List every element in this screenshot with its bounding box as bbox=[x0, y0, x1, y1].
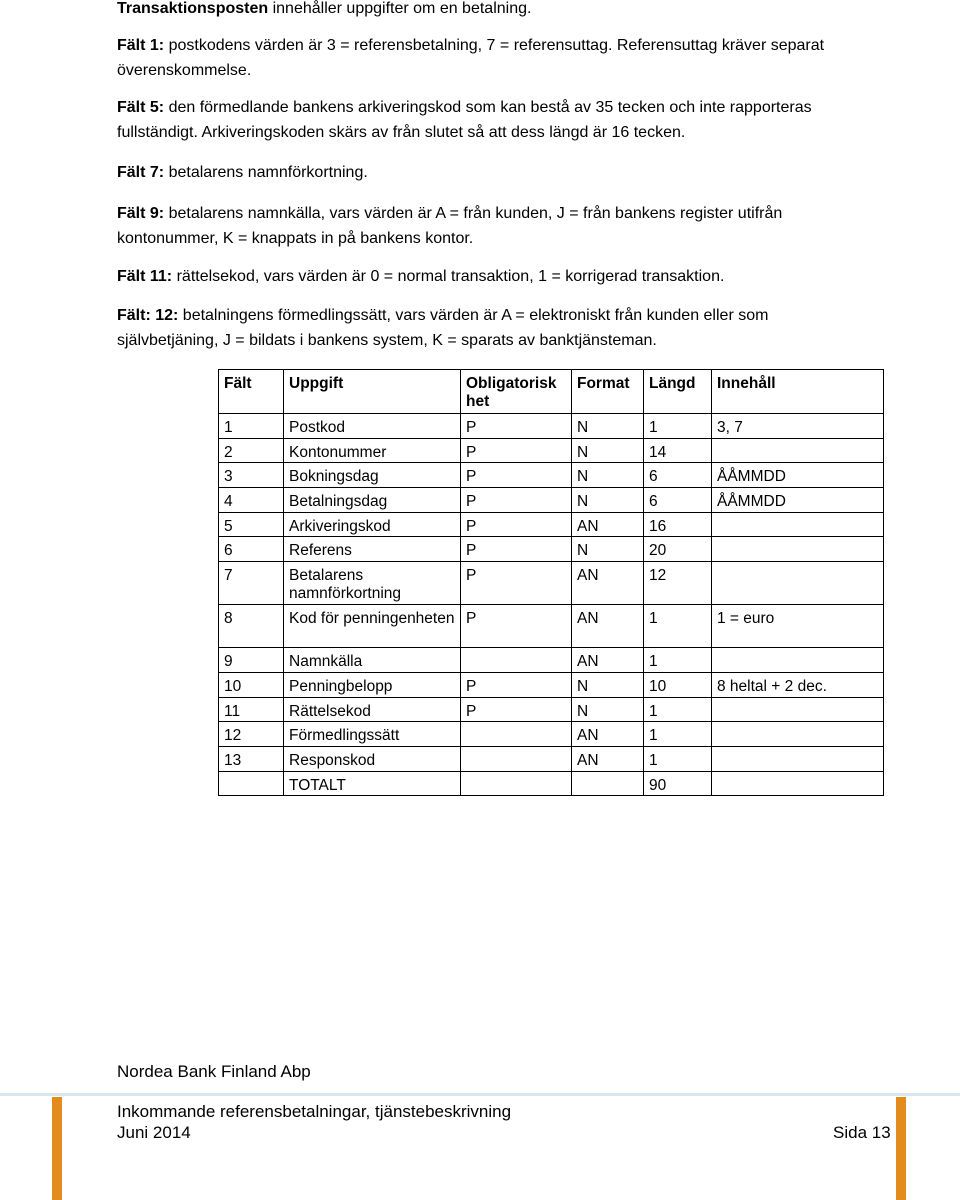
field-11-description bbox=[117, 265, 857, 290]
table-row bbox=[219, 414, 884, 439]
cell-obligatorisk: P bbox=[461, 438, 572, 463]
cell-format: AN bbox=[572, 746, 644, 771]
cell-format: AN bbox=[572, 605, 644, 648]
cell-innehall bbox=[712, 562, 884, 605]
cell-innehall bbox=[712, 722, 884, 747]
cell-uppgift: Kod för penningenheten bbox=[284, 605, 461, 648]
cell-falt bbox=[219, 771, 284, 796]
cell-format: N bbox=[572, 537, 644, 562]
cell-obligatorisk: P bbox=[461, 463, 572, 488]
field-5-description bbox=[117, 96, 857, 145]
cell-langd: 14 bbox=[644, 438, 712, 463]
cell-falt: 7 bbox=[219, 562, 284, 605]
table-row bbox=[219, 605, 884, 648]
total-langd: 90 bbox=[644, 771, 712, 796]
cell-falt: 8 bbox=[219, 605, 284, 648]
field-12-description bbox=[117, 304, 857, 353]
cell-langd: 20 bbox=[644, 537, 712, 562]
cell-format: AN bbox=[572, 512, 644, 537]
table-row bbox=[219, 537, 884, 562]
cell-uppgift: Postkod bbox=[284, 414, 461, 439]
cell-innehall: 8 heltal + 2 dec. bbox=[712, 672, 884, 697]
footer-divider bbox=[0, 1093, 960, 1096]
table-row bbox=[219, 463, 884, 488]
intro-lead: Transaktionsposten bbox=[117, 0, 269, 17]
cell-langd: 1 bbox=[644, 722, 712, 747]
footer-accent-bar-left bbox=[52, 1097, 62, 1200]
cell-obligatorisk: P bbox=[461, 488, 572, 513]
field-5-label: Fält 5: bbox=[117, 99, 165, 116]
cell-falt: 4 bbox=[219, 488, 284, 513]
field-11-text: rättelsekod, vars värden är 0 = normal transaktion, 1 = korrigerad transaktion. bbox=[172, 268, 725, 285]
cell-langd: 1 bbox=[644, 648, 712, 673]
field-12-label: Fält: 12: bbox=[117, 307, 179, 324]
cell-falt: 10 bbox=[219, 672, 284, 697]
field-9-label: Fält 9: bbox=[117, 205, 165, 222]
table-row bbox=[219, 648, 884, 673]
cell-innehall bbox=[712, 771, 884, 796]
cell-innehall: 3, 7 bbox=[712, 414, 884, 439]
field-11-label: Fält 11: bbox=[117, 268, 173, 285]
footer-company: Nordea Bank Finland Abp bbox=[117, 1062, 311, 1081]
cell-obligatorisk: P bbox=[461, 512, 572, 537]
intro-rest: innehåller uppgifter om en betalning. bbox=[268, 0, 532, 17]
cell-uppgift: Betalningsdag bbox=[284, 488, 461, 513]
cell-falt: 13 bbox=[219, 746, 284, 771]
cell-obligatorisk: P bbox=[461, 605, 572, 648]
field-7-label: Fält 7: bbox=[117, 164, 165, 181]
cell-uppgift: Responskod bbox=[284, 746, 461, 771]
cell-innehall: ÅÅMMDD bbox=[712, 463, 884, 488]
footer-date: Juni 2014 bbox=[117, 1123, 191, 1142]
table-row bbox=[219, 722, 884, 747]
cell-langd: 1 bbox=[644, 414, 712, 439]
cell-langd: 16 bbox=[644, 512, 712, 537]
cell-falt: 2 bbox=[219, 438, 284, 463]
cell-format: N bbox=[572, 697, 644, 722]
cell-falt: 11 bbox=[219, 697, 284, 722]
cell-innehall bbox=[712, 648, 884, 673]
cell-langd: 12 bbox=[644, 562, 712, 605]
table-row bbox=[219, 672, 884, 697]
cell-format: N bbox=[572, 438, 644, 463]
cell-obligatorisk bbox=[461, 771, 572, 796]
cell-obligatorisk: P bbox=[461, 537, 572, 562]
cell-falt: 9 bbox=[219, 648, 284, 673]
header-format: Format bbox=[572, 370, 644, 414]
cell-falt: 6 bbox=[219, 537, 284, 562]
cell-obligatorisk: P bbox=[461, 414, 572, 439]
cell-innehall bbox=[712, 512, 884, 537]
cell-uppgift: Förmedlingssätt bbox=[284, 722, 461, 747]
cell-langd: 1 bbox=[644, 697, 712, 722]
table-row bbox=[219, 746, 884, 771]
header-falt: Fält bbox=[219, 370, 284, 414]
footer-page-number: Sida 13 bbox=[833, 1123, 891, 1142]
cell-obligatorisk bbox=[461, 648, 572, 673]
cell-langd: 6 bbox=[644, 463, 712, 488]
field-7-text: betalarens namnförkortning. bbox=[164, 164, 368, 181]
header-uppgift: Uppgift bbox=[284, 370, 461, 414]
cell-obligatorisk bbox=[461, 722, 572, 747]
cell-innehall: ÅÅMMDD bbox=[712, 488, 884, 513]
cell-langd: 1 bbox=[644, 746, 712, 771]
cell-langd: 6 bbox=[644, 488, 712, 513]
cell-falt: 3 bbox=[219, 463, 284, 488]
cell-obligatorisk: P bbox=[461, 697, 572, 722]
cell-falt: 5 bbox=[219, 512, 284, 537]
field-7-description bbox=[117, 161, 857, 186]
cell-innehall bbox=[712, 438, 884, 463]
intro-paragraph bbox=[117, 0, 857, 22]
footer-accent-bar-right bbox=[896, 1097, 906, 1200]
total-label: TOTALT bbox=[284, 771, 461, 796]
cell-langd: 10 bbox=[644, 672, 712, 697]
cell-format: N bbox=[572, 672, 644, 697]
footer-doc-title: Inkommande referensbetalningar, tjänstebeskrivning bbox=[117, 1102, 512, 1121]
field-5-text: den förmedlande bankens arkiveringskod som kan bestå av 35 tecken och inte rapporteras fullständigt. Arkiveringskoden skärs av från slutet så att dess längd är 16 tecken. bbox=[117, 99, 812, 141]
cell-innehall bbox=[712, 697, 884, 722]
cell-uppgift: Rättelsekod bbox=[284, 697, 461, 722]
field-9-description bbox=[117, 202, 857, 251]
cell-falt: 1 bbox=[219, 414, 284, 439]
cell-format: AN bbox=[572, 722, 644, 747]
cell-innehall: 1 = euro bbox=[712, 605, 884, 648]
cell-obligatorisk bbox=[461, 746, 572, 771]
field-1-text: postkodens värden är 3 = referensbetalning, 7 = referensuttag. Referensuttag kräver separat överenskommelse. bbox=[117, 37, 825, 79]
cell-obligatorisk: P bbox=[461, 562, 572, 605]
cell-falt: 12 bbox=[219, 722, 284, 747]
header-innehall: Innehåll bbox=[712, 370, 884, 414]
transaction-record-table bbox=[218, 369, 884, 796]
cell-innehall bbox=[712, 746, 884, 771]
table-row bbox=[219, 697, 884, 722]
cell-uppgift: Referens bbox=[284, 537, 461, 562]
cell-uppgift: Bokningsdag bbox=[284, 463, 461, 488]
field-9-text: betalarens namnkälla, vars värden är A = från kunden, J = från bankens register utifrån kontonummer, K = knappats in på bankens kontor. bbox=[117, 205, 783, 247]
cell-format: N bbox=[572, 488, 644, 513]
table-row bbox=[219, 488, 884, 513]
cell-uppgift: Betalarens namnförkortning bbox=[284, 562, 461, 605]
field-12-text: betalningens förmedlingssätt, vars värden är A = elektroniskt från kunden eller som självbetjäning, J = bildats i bankens system, K = sparats av banktjänsteman. bbox=[117, 307, 769, 349]
cell-format: AN bbox=[572, 648, 644, 673]
cell-format bbox=[572, 771, 644, 796]
header-langd: Längd bbox=[644, 370, 712, 414]
cell-format: AN bbox=[572, 562, 644, 605]
cell-uppgift: Penningbelopp bbox=[284, 672, 461, 697]
table-row bbox=[219, 512, 884, 537]
cell-format: N bbox=[572, 414, 644, 439]
table-header-row bbox=[219, 370, 884, 414]
cell-uppgift: Namnkälla bbox=[284, 648, 461, 673]
table-row bbox=[219, 438, 884, 463]
table-total-row bbox=[219, 771, 884, 796]
cell-uppgift: Kontonummer bbox=[284, 438, 461, 463]
cell-langd: 1 bbox=[644, 605, 712, 648]
field-1-label: Fält 1: bbox=[117, 37, 165, 54]
table-row bbox=[219, 562, 884, 605]
header-obligatorisk: Obligatorisk het bbox=[461, 370, 572, 414]
field-1-description bbox=[117, 34, 857, 83]
cell-innehall bbox=[712, 537, 884, 562]
cell-format: N bbox=[572, 463, 644, 488]
cell-obligatorisk: P bbox=[461, 672, 572, 697]
cell-uppgift: Arkiveringskod bbox=[284, 512, 461, 537]
